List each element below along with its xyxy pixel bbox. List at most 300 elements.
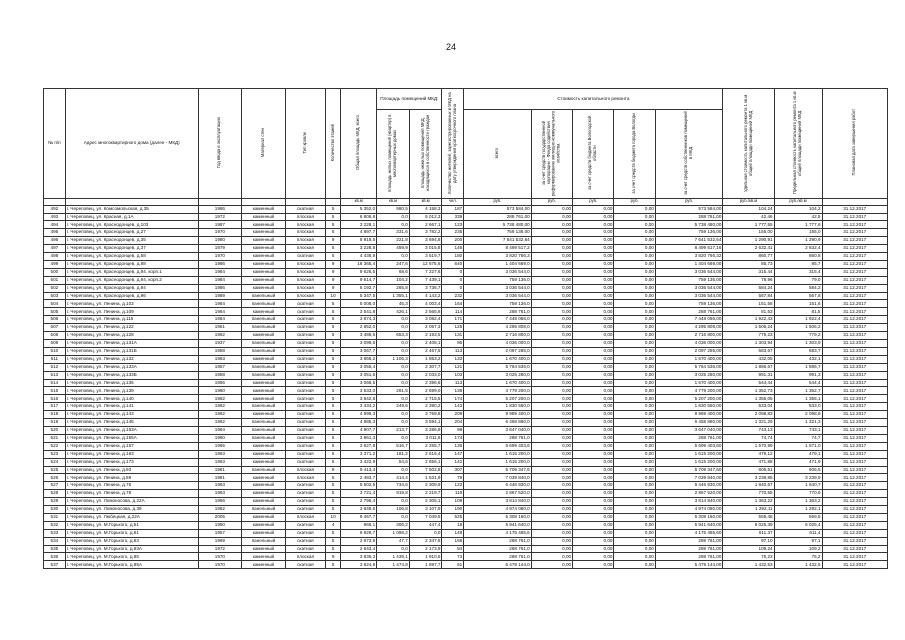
cell-cost-total: 4 295 808,0	[464, 324, 532, 332]
cell-cost-owners: 4 295 808,00	[655, 324, 723, 332]
cell-unit-cost: 1 840,67	[723, 482, 774, 490]
cell-num: 518	[44, 411, 66, 419]
cell-cost-region: 0,00	[573, 229, 614, 237]
cell-unit-cost: 1 432,53	[723, 561, 774, 569]
cell-max-cost: 611,4	[774, 529, 822, 537]
cell-res-area: 653,3	[377, 332, 410, 340]
cell-year: 1963	[198, 355, 242, 363]
cell-residents: 307	[442, 466, 464, 474]
cell-res-area: 265,8	[377, 284, 410, 292]
cell-cost-fund: 0,00	[531, 450, 572, 458]
cell-unit-cost: 1 570,99	[723, 442, 774, 450]
cell-cost-total: 1 670 400,0	[464, 355, 532, 363]
cell-material: панельный	[242, 419, 286, 427]
cell-res-area: 1 098,2	[377, 529, 410, 537]
cell-cost-city: 0,00	[614, 482, 655, 490]
cell-nonres-area: 447,4	[409, 521, 442, 529]
cell-residents: 200	[442, 237, 464, 245]
table-row	[44, 426, 888, 434]
cell-roof: скатная	[285, 395, 325, 403]
cell-address: г. Череповец, ул. Краснодонцев, д.96	[65, 292, 198, 300]
cell-total-area: 3 721,4	[341, 490, 377, 498]
cell-nonres-area: 3 594,1	[409, 419, 442, 427]
cell-deadline: 31.12.2017	[822, 426, 888, 434]
cell-residents: 123	[442, 221, 464, 229]
table-row	[44, 442, 888, 450]
cell-material: каменный	[242, 276, 286, 284]
cell-unit-cost: 606,51	[723, 466, 774, 474]
cell-material: панельный	[242, 466, 286, 474]
cell-year: 1979	[198, 245, 242, 253]
cell-res-area: 414,4	[377, 474, 410, 482]
cell-floors: 9	[325, 284, 340, 292]
cell-nonres-area: 2 616,4	[409, 450, 442, 458]
cell-deadline: 31.12.2017	[822, 276, 888, 284]
cell-year: 1962	[198, 403, 242, 411]
cell-cost-city: 0,00	[614, 379, 655, 387]
cell-cost-city: 0,00	[614, 513, 655, 521]
cell-floors: 5	[325, 355, 340, 363]
cell-address: г. Череповец, ул. Красная, д.1А	[65, 213, 198, 221]
cell-res-area: 45,3	[377, 300, 410, 308]
cell-cost-region: 0,00	[573, 292, 614, 300]
cell-cost-total: 288 761,0	[464, 537, 532, 545]
cell-cost-total: 5 479 144,0	[464, 561, 532, 569]
cell-res-area: 1 106,3	[377, 355, 410, 363]
cell-res-area: 106,8	[377, 506, 410, 514]
cell-year: 1984	[198, 300, 242, 308]
cell-res-area: 0,0	[377, 213, 410, 221]
cell-cost-total: 5 764 536,0	[464, 363, 532, 371]
cell-address: г. Череповец, ул. Ленина, д.141	[65, 403, 198, 411]
table-row	[44, 498, 888, 506]
cell-address: г. Череповец, ул. Краснодонцев, д.94, корп.2	[65, 276, 198, 284]
cell-max-cost: 104,2	[774, 205, 822, 213]
cell-address: г. Череповец, ул. Ленина, д.132	[65, 355, 198, 363]
cell-cost-city: 0,00	[614, 450, 655, 458]
cell-unit-cost: 1 922,43	[723, 316, 774, 324]
cell-nonres-area: 2 305,1	[409, 498, 442, 506]
header-cost-fund: за счет средств государственной корпорации - Фонда содействия реформированию жилищно-коммунального хозяйства	[531, 110, 572, 199]
header-cost-total: всего	[464, 110, 532, 199]
cell-cost-city: 0,00	[614, 506, 655, 514]
cell-year: 1958	[198, 347, 242, 355]
cell-res-area: 181,2	[377, 450, 410, 458]
cell-unit-cost: 85,73	[723, 260, 774, 268]
cell-cost-city: 0,00	[614, 276, 655, 284]
cell-nonres-area: 2 057,3	[409, 324, 442, 332]
table-row	[44, 371, 888, 379]
cell-address: г. Череповец, ул. Ленина, д.131А	[65, 340, 198, 348]
cell-num: 513	[44, 371, 66, 379]
cell-res-area: 980,5	[377, 205, 410, 213]
cell-cost-region: 0,00	[573, 276, 614, 284]
unit-rub: руб.	[573, 198, 614, 205]
cell-cost-owners: 6 458 860,00	[655, 419, 723, 427]
cell-num: 511	[44, 355, 66, 363]
unit-cell	[198, 198, 242, 205]
cell-nonres-area: 3 782,2	[409, 229, 442, 237]
cell-address: г. Череповец, ул. Ленина, д.145	[65, 419, 198, 427]
cell-cost-city: 0,00	[614, 245, 655, 253]
cell-res-area: 426,1	[377, 308, 410, 316]
cell-floors: 5	[325, 253, 340, 261]
cell-unit-cost: 1 321,29	[723, 419, 774, 427]
cell-cost-owners: 5 941 640,00	[655, 521, 723, 529]
cell-roof: плоская	[285, 213, 325, 221]
cell-year: 1984	[198, 276, 242, 284]
cell-cost-total: 4 036 000,0	[464, 340, 532, 348]
cell-res-area: 213,7	[377, 426, 410, 434]
cell-cost-fund: 0,00	[531, 292, 572, 300]
cell-nonres-area: 2 173,9	[409, 545, 442, 553]
cell-max-cost: 1 352,7	[774, 387, 822, 395]
cell-cost-fund: 0,00	[531, 237, 572, 245]
cell-cost-owners: 288 761,00	[655, 434, 723, 442]
cell-cost-region: 0,00	[573, 458, 614, 466]
cell-address: г. Череповец, ул. Ленина, д.59	[65, 474, 198, 482]
table-row	[44, 545, 888, 553]
cell-address: г. Череповец, ул. Ленина, д.153А	[65, 426, 198, 434]
cell-material: панельный	[242, 292, 286, 300]
cell-roof: скатная	[285, 387, 325, 395]
unit-people: чел.	[442, 198, 464, 205]
cell-deadline: 31.12.2017	[822, 284, 888, 292]
cell-roof: плоская	[285, 268, 325, 276]
cell-cost-owners: 7 039 840,00	[655, 474, 723, 482]
cell-address: г. Череповец, ул. Ленина, д.131Б	[65, 347, 198, 355]
cell-roof: скатная	[285, 371, 325, 379]
cell-total-area: 3 067,7	[341, 347, 377, 355]
cell-nonres-area: 5 012,3	[409, 213, 442, 221]
cell-max-cost: 770,6	[774, 490, 822, 498]
table-row	[44, 387, 888, 395]
cell-num: 498	[44, 253, 66, 261]
cell-material: каменный	[242, 529, 286, 537]
cell-cost-fund: 0,00	[531, 221, 572, 229]
cell-cost-owners: 759 136,00	[655, 300, 723, 308]
cell-nonres-area: 4 003,4	[409, 300, 442, 308]
cell-num: 522	[44, 442, 66, 450]
cell-total-area: 3 824,8	[341, 561, 377, 569]
cell-cost-fund: 0,00	[531, 561, 572, 569]
cell-unit-cost: 1 292,11	[723, 506, 774, 514]
cell-cost-region: 0,00	[573, 347, 614, 355]
cell-cost-total: 1 615 200,0	[464, 450, 532, 458]
cell-res-area: 1 439,1	[377, 553, 410, 561]
table-row	[44, 268, 888, 276]
cell-max-cost: 1 777,6	[774, 221, 822, 229]
table-row	[44, 253, 888, 261]
cell-deadline: 31.12.2017	[822, 379, 888, 387]
cell-roof: скатная	[285, 347, 325, 355]
cell-roof: скатная	[285, 411, 325, 419]
cell-nonres-area: 2 667,1	[409, 221, 442, 229]
cell-total-area: 3 486,5	[341, 332, 377, 340]
cell-unit-cost: 1 886,67	[723, 363, 774, 371]
cell-address: г. Череповец, ул. Ленина, д.78	[65, 490, 198, 498]
cell-cost-total: 3 036 544,0	[464, 284, 532, 292]
cell-num: 532	[44, 521, 66, 529]
cell-material: каменный	[242, 411, 286, 419]
table-row	[44, 537, 888, 545]
cell-max-cost: 584,2	[774, 284, 822, 292]
cell-cost-fund: 0,00	[531, 458, 572, 466]
cell-year: 1972	[198, 213, 242, 221]
cell-cost-total: 3 820 766,3	[464, 253, 532, 261]
cell-floors: 5	[325, 434, 340, 442]
cell-total-area: 5 347,5	[341, 292, 377, 300]
cell-residents: 133	[442, 355, 464, 363]
table-row	[44, 205, 888, 213]
cell-cost-region: 0,00	[573, 371, 614, 379]
cell-max-cost: 567,8	[774, 292, 822, 300]
cell-cost-city: 0,00	[614, 426, 655, 434]
cell-deadline: 31.12.2017	[822, 371, 888, 379]
cell-material: панельный	[242, 316, 286, 324]
cell-cost-total: 4 779 200,0	[464, 387, 532, 395]
cell-res-area: 1 355,1	[377, 292, 410, 300]
cell-cost-city: 0,00	[614, 363, 655, 371]
cell-num: 507	[44, 324, 66, 332]
cell-res-area: 306,2	[377, 521, 410, 529]
cell-max-cost: 1 292,1	[774, 506, 822, 514]
cell-num: 533	[44, 529, 66, 537]
cell-cost-owners: 9 989 400,00	[655, 411, 723, 419]
cell-cost-total: 7 039 840,0	[464, 474, 532, 482]
cell-cost-city: 0,00	[614, 213, 655, 221]
cell-nonres-area: 3 015,8	[409, 245, 442, 253]
cell-address: г. Череповец, ул. М.Горького, д.61	[65, 529, 198, 537]
cell-deadline: 31.12.2017	[822, 490, 888, 498]
header-total-area: Общая площадь МКД, всего	[341, 89, 377, 199]
cell-residents: 146	[442, 245, 464, 253]
cell-deadline: 31.12.2017	[822, 395, 888, 403]
cell-roof: скатная	[285, 529, 325, 537]
cell-cost-owners: 759 136,00	[655, 229, 723, 237]
cell-floors: 5	[325, 426, 340, 434]
cell-nonres-area: 2 656,1	[409, 458, 442, 466]
cell-roof: скатная	[285, 379, 325, 387]
cell-cost-fund: 0,00	[531, 537, 572, 545]
cell-material: каменный	[242, 229, 286, 237]
cell-num: 535	[44, 545, 66, 553]
cell-cost-owners: 1 404 669,00	[655, 260, 723, 268]
cell-cost-region: 0,00	[573, 537, 614, 545]
cell-nonres-area: 2 255,7	[409, 442, 442, 450]
cell-floors: 9	[325, 237, 340, 245]
cell-nonres-area: 2 390,2	[409, 403, 442, 411]
cell-cost-region: 0,00	[573, 363, 614, 371]
cell-total-area: 2 643,4	[341, 545, 377, 553]
cell-cost-total: 3 814 840,0	[464, 498, 532, 506]
header-cost-city: за счет средств бюджета города Вологды	[614, 110, 655, 199]
cell-deadline: 31.12.2017	[822, 308, 888, 316]
cell-max-cost: 42,5	[774, 213, 822, 221]
cell-unit-cost: 78,96	[723, 276, 774, 284]
cell-res-area: 734,6	[377, 482, 410, 490]
cell-unit-cost: 74,74	[723, 434, 774, 442]
cell-deadline: 31.12.2017	[822, 332, 888, 340]
table-row	[44, 529, 888, 537]
cell-deadline: 31.12.2017	[822, 237, 888, 245]
cell-residents: 113	[442, 347, 464, 355]
cell-total-area: 4 438,8	[341, 253, 377, 261]
cell-cost-fund: 0,00	[531, 316, 572, 324]
cell-cost-fund: 0,00	[531, 411, 572, 419]
cell-cost-fund: 0,00	[531, 355, 572, 363]
cell-cost-total: 2 097 285,0	[464, 347, 532, 355]
table-row	[44, 340, 888, 348]
cell-nonres-area: 4 143,2	[409, 292, 442, 300]
cell-address: г. Череповец, ул. Любецкая, д.22А	[65, 513, 198, 521]
cell-cost-region: 0,00	[573, 308, 614, 316]
cell-roof: плоская	[285, 513, 325, 521]
cell-deadline: 31.12.2017	[822, 205, 888, 213]
cell-num: 508	[44, 332, 66, 340]
unit-rub-sqm: руб./кв.м	[774, 198, 822, 205]
cell-floors: 9	[325, 268, 340, 276]
cell-floors: 9	[325, 260, 340, 268]
cell-cost-fund: 0,00	[531, 324, 572, 332]
cell-res-area: 247,6	[377, 260, 410, 268]
cell-cost-total: 759 136,0	[464, 276, 532, 284]
cell-cost-owners: 4 175 485,60	[655, 529, 723, 537]
cell-cost-region: 0,00	[573, 379, 614, 387]
cell-cost-city: 0,00	[614, 466, 655, 474]
cell-material: каменный	[242, 253, 286, 261]
cell-cost-owners: 5 308 160,00	[655, 513, 723, 521]
cell-material: каменный	[242, 458, 286, 466]
cell-roof: скатная	[285, 482, 325, 490]
cell-cost-fund: 0,00	[531, 340, 572, 348]
cell-year: 1986	[198, 260, 242, 268]
cell-num: 529	[44, 498, 66, 506]
cell-address: г. Череповец, ул. М.Горького, д.83А	[65, 545, 198, 553]
cell-num: 496	[44, 237, 66, 245]
cell-total-area: 2 973,9	[341, 537, 377, 545]
cell-total-area: 3 434,2	[341, 403, 377, 411]
cell-total-area: 3 836,3	[341, 553, 377, 561]
cell-cost-owners: 4 974 080,00	[655, 506, 723, 514]
cell-num: 526	[44, 474, 66, 482]
cell-deadline: 31.12.2017	[822, 300, 888, 308]
cell-residents: 148	[442, 529, 464, 537]
cell-year: 1986	[198, 205, 242, 213]
cell-cost-fund: 0,00	[531, 395, 572, 403]
cell-address: г. Череповец, ул. Краснодонцев, д.88	[65, 260, 198, 268]
cell-material: панельный	[242, 347, 286, 355]
cell-deadline: 31.12.2017	[822, 442, 888, 450]
table-row	[44, 324, 888, 332]
cell-roof: скатная	[285, 506, 325, 514]
cell-total-area: 5 008,0	[341, 300, 377, 308]
cell-cost-fund: 0,00	[531, 284, 572, 292]
cell-num: 515	[44, 387, 66, 395]
cell-year: 1970	[198, 253, 242, 261]
cell-material: каменный	[242, 545, 286, 553]
cell-cost-region: 0,00	[573, 395, 614, 403]
cell-residents: 113	[442, 379, 464, 387]
cell-cost-total: 4 974 080,0	[464, 506, 532, 514]
cell-floors: 9	[325, 466, 340, 474]
cell-deadline: 31.12.2017	[822, 419, 888, 427]
cell-deadline: 31.12.2017	[822, 411, 888, 419]
cell-cost-city: 0,00	[614, 340, 655, 348]
cell-total-area: 3 228,8	[341, 245, 377, 253]
cell-material: каменный	[242, 561, 286, 569]
unit-rub: руб.	[614, 198, 655, 205]
cell-cost-owners: 288 761,00	[655, 213, 723, 221]
cell-unit-cost: 1 777,55	[723, 221, 774, 229]
cell-year: 1969	[198, 537, 242, 545]
cell-total-area: 16 365,4	[341, 260, 377, 268]
cell-year: 1962	[198, 395, 242, 403]
cell-res-area: 919,8	[377, 490, 410, 498]
cell-cost-city: 0,00	[614, 419, 655, 427]
cell-max-cost: 479,1	[774, 450, 822, 458]
cell-year: 1987	[198, 221, 242, 229]
cell-deadline: 31.12.2017	[822, 245, 888, 253]
cell-floors: 9	[325, 276, 340, 284]
cell-cost-total: 6 458 860,0	[464, 419, 532, 427]
cell-total-area: 4 897,7	[341, 229, 377, 237]
cell-unit-cost: 1 303,94	[723, 340, 774, 348]
cell-year: 1989	[198, 292, 242, 300]
cell-year: 1962	[198, 332, 242, 340]
cell-cost-fund: 0,00	[531, 276, 572, 284]
cell-roof: скатная	[285, 450, 325, 458]
cell-cost-region: 0,00	[573, 237, 614, 245]
cell-res-area: 261,5	[377, 387, 410, 395]
cell-nonres-area: 4 158,3	[409, 205, 442, 213]
cell-cost-region: 0,00	[573, 213, 614, 221]
cell-cost-owners: 1 615 200,00	[655, 458, 723, 466]
cell-residents: 235	[442, 229, 464, 237]
cell-material: панельный	[242, 434, 286, 442]
cell-nonres-area: 1 531,9	[409, 474, 442, 482]
table-row	[44, 229, 888, 237]
cell-unit-cost: 1 355,05	[723, 395, 774, 403]
cell-res-area: 0,0	[377, 419, 410, 427]
cell-res-area: 249,6	[377, 403, 410, 411]
cell-cost-city: 0,00	[614, 355, 655, 363]
cell-unit-cost: 770,55	[723, 490, 774, 498]
cell-cost-owners: 5 479 144,00	[655, 561, 723, 569]
cell-floors: 5	[325, 245, 340, 253]
cell-deadline: 31.12.2017	[822, 537, 888, 545]
cell-cost-city: 0,00	[614, 308, 655, 316]
cell-unit-cost: 81,53	[723, 308, 774, 316]
cell-unit-cost: 6 025,39	[723, 521, 774, 529]
cell-floors: 5	[325, 529, 340, 537]
cell-nonres-area: 3 519,7	[409, 253, 442, 261]
cell-address: г. Череповец, ул. Ленина, д.140	[65, 395, 198, 403]
cell-cost-city: 0,00	[614, 237, 655, 245]
cell-deadline: 31.12.2017	[822, 553, 888, 561]
cell-material: каменный	[242, 355, 286, 363]
cell-num: 514	[44, 379, 66, 387]
table-row	[44, 553, 888, 561]
cell-total-area: 4 885,3	[341, 419, 377, 427]
cell-cost-region: 0,00	[573, 411, 614, 419]
cell-cost-fund: 0,00	[531, 371, 572, 379]
cell-address: г. Череповец, ул. Ленина, д.135	[65, 379, 198, 387]
cell-nonres-area: 2 193,5	[409, 332, 442, 340]
cell-address: г. Череповец, ул. Ленина, д.133А	[65, 363, 198, 371]
cell-cost-total: 9 989 400,0	[464, 411, 532, 419]
cell-deadline: 31.12.2017	[822, 450, 888, 458]
